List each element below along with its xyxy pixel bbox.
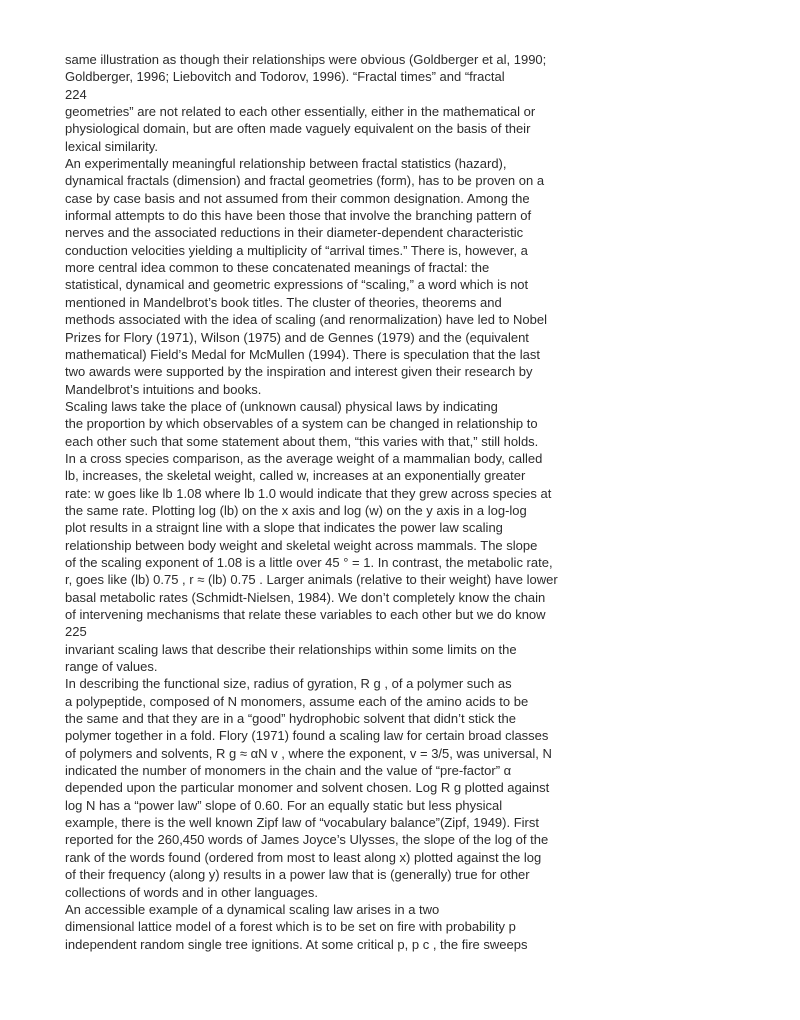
text-line: case by case basis and not assumed from their common designation. Among the	[65, 190, 530, 206]
text-line: An experimentally meaningful relationship between fractal statistics (hazard),	[65, 156, 507, 172]
text-line: r, goes like (lb) 0.75 , r ≈ (lb) 0.75 . Larger animals (relative to their weight) have lower	[65, 572, 558, 588]
text-line: rate: w goes like lb 1.08 where lb 1.0 would indicate that they grew across species at	[65, 485, 552, 501]
text-line: An accessible example of a dynamical scaling law arises in a two	[65, 901, 440, 917]
text-line: conduction velocities yielding a multiplicity of “arrival times.” There is, however, a	[65, 242, 528, 258]
text-line: geometries” are not related to each other essentially, either in the mathematical or	[65, 104, 536, 120]
text-line: basal metabolic rates (Schmidt-Nielsen, 1984). We don’t completely know the chain	[65, 589, 546, 605]
text-line: log N has a “power law” slope of 0.60. For an equally static but less physical	[65, 797, 503, 813]
page-text	[65, 51, 770, 953]
text-line: In describing the functional size, radius of gyration, R g , of a polymer such as	[65, 676, 512, 692]
text-line: of their frequency (along y) results in a power law that is (generally) true for other	[65, 867, 530, 883]
text-line: dynamical fractals (dimension) and fractal geometries (form), has to be proven on a	[65, 173, 545, 189]
text-line: each other such that some statement about them, “this varies with that,” still holds.	[65, 433, 539, 449]
text-line: polymer together in a fold. Flory (1971) found a scaling law for certain broad classes	[65, 728, 549, 744]
text-line: Mandelbrot’s intuitions and books.	[65, 381, 262, 397]
text-line: of intervening mechanisms that relate these variables to each other but we do know	[65, 607, 546, 622]
text-line: the same rate. Plotting log (lb) on the x axis and log (w) on the y axis in a log-log	[65, 502, 527, 518]
text-line: mathematical) Field’s Medal for McMullen (1994). There is speculation that the last	[65, 346, 540, 362]
text-line: a polypeptide, composed of N monomers, assume each of the amino acids to be	[65, 693, 529, 709]
text-line: reported for the 260,450 words of James Joyce’s Ulysses, the slope of the log of the	[65, 832, 549, 848]
text-line: In a cross species comparison, as the average weight of a mammalian body, called	[65, 450, 543, 466]
text-line: nerves and the associated reductions in their diameter-dependent characteristic	[65, 225, 524, 241]
text-line: the proportion by which observables of a system can be changed in relationship to	[65, 416, 538, 432]
text-line: 225	[65, 624, 87, 640]
text-line: example, there is the well known Zipf law of “vocabulary balance”(Zipf, 1949). First	[65, 815, 539, 831]
text-line: more central idea common to these concatenated meanings of fractal: the	[65, 260, 490, 276]
text-line: independent random single tree ignitions. At some critical p, p c , the fire sweeps	[65, 936, 528, 952]
text-line: collections of words and in other languages.	[65, 884, 318, 900]
text-line: Scaling laws take the place of (unknown causal) physical laws by indicating	[65, 398, 498, 414]
text-line: dimensional lattice model of a forest which is to be set on fire with probability p	[65, 919, 516, 935]
text-line: informal attempts to do this have been those that involve the branching pattern of	[65, 208, 532, 224]
text-line: lb, increases, the skeletal weight, called w, increases at an exponentially greater	[65, 468, 526, 484]
text-line: range of values.	[65, 659, 158, 675]
text-line: plot results in a straignt line with a slope that indicates the power law scaling	[65, 520, 503, 536]
text-line: depended upon the particular monomer and solvent chosen. Log R g plotted against	[65, 780, 550, 796]
text-line: of polymers and solvents, R g ≈ αN v , where the exponent, v = 3/5, was universal, N	[65, 745, 552, 761]
text-line: statistical, dynamical and geometric expressions of “scaling,” a word which is not	[65, 277, 529, 293]
text-line: the same and that they are in a “good” hydrophobic solvent that didn’t stick the	[65, 711, 516, 727]
text-line: physiological domain, but are often made vaguely equivalent on the basis of their	[65, 121, 531, 137]
text-line: methods associated with the idea of scaling (and renormalization) have led to Nobel	[65, 312, 547, 328]
text-line: invariant scaling laws that describe their relationships within some limits on the	[65, 641, 517, 657]
text-line: same illustration as though their relationships were obvious (Goldberger et al, 1990;	[65, 52, 547, 67]
text-line: two awards were supported by the inspiration and interest given their research by	[65, 364, 533, 380]
text-line: mentioned in Mandelbrot’s book titles. The cluster of theories, theorems and	[65, 294, 502, 310]
text-line: indicated the number of monomers in the chain and the value of “pre-factor” α	[65, 763, 512, 779]
text-line: 224	[65, 86, 87, 102]
text-line: Goldberger, 1996; Liebovitch and Todorov, 1996). “Fractal times” and “fractal	[65, 69, 505, 85]
text-line: lexical similarity.	[65, 138, 158, 154]
text-line: rank of the words found (ordered from most to least along x) plotted against the log	[65, 849, 542, 865]
text-line: Prizes for Flory (1971), Wilson (1975) and de Gennes (1979) and the (equivalent	[65, 329, 529, 345]
text-line: relationship between body weight and skeletal weight across mammals. The slope	[65, 537, 538, 553]
text-line: of the scaling exponent of 1.08 is a little over 45 ° = 1. In contrast, the metabolic rate,	[65, 554, 553, 570]
